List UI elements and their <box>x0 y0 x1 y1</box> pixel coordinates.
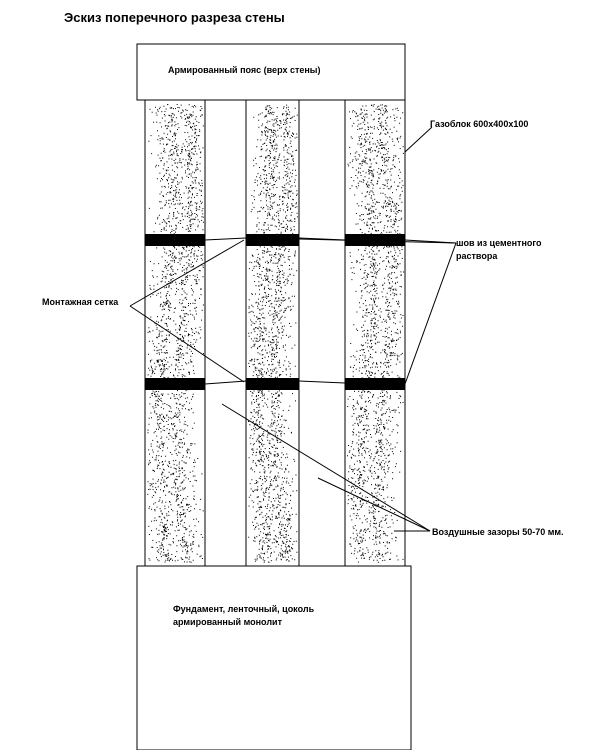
diagram-title: Эскиз поперечного разреза стены <box>64 10 285 25</box>
mortar-seam-label-line2: раствора <box>456 251 498 261</box>
foundation-block <box>137 566 411 750</box>
mortar-seam <box>246 378 299 390</box>
mounting-mesh-label: Монтажная сетка <box>42 297 119 307</box>
mortar-seam <box>345 378 405 390</box>
mortar-seam <box>246 234 299 246</box>
mortar-seam <box>145 378 205 390</box>
gas-block-label: Газоблок 600x400x100 <box>430 119 529 129</box>
foundation-label-line1: Фундамент, ленточный, цоколь <box>173 604 315 614</box>
foundation-label-line2: армированный монолит <box>173 617 282 627</box>
air-gaps-label: Воздушные зазоры 50-70 мм. <box>432 527 564 537</box>
top-belt-label: Армированный пояс (верх стены) <box>168 65 321 75</box>
mortar-seam <box>145 234 205 246</box>
mortar-seam-label-line1: шов из цементного <box>456 238 542 248</box>
